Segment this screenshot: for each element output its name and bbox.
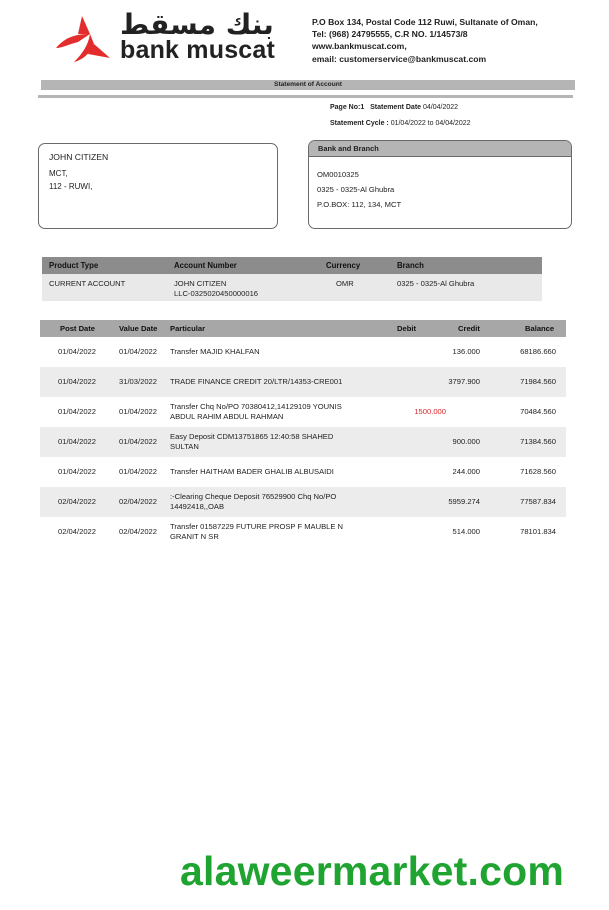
particular-line2: ABDUL RAHIM ABDUL RAHMAN (170, 411, 284, 421)
bank-muscat-logo-icon (52, 14, 112, 66)
post-date: 02/04/2022 (58, 497, 97, 506)
particular (170, 377, 370, 387)
cycle-value: 01/04/2022 to 04/04/2022 (390, 120, 471, 127)
col-account-number: Account Number (174, 261, 237, 270)
post-date: 01/04/2022 (58, 347, 97, 356)
table-row (40, 457, 566, 487)
account-row (42, 274, 542, 301)
particular (170, 522, 370, 541)
credit-amount: 900.000 (452, 437, 480, 446)
bank-name: bank muscat (120, 36, 276, 64)
particular (170, 432, 370, 451)
particular (170, 492, 370, 511)
balance-amount: 71984.560 (520, 377, 556, 386)
customer-address-box (38, 143, 278, 229)
balance-amount: 71628.560 (520, 467, 556, 476)
particular-line1: :-Clearing Cheque Deposit 76529900 Chq No/PO (170, 492, 337, 501)
table-row (40, 397, 566, 427)
post-date: 01/04/2022 (58, 377, 97, 386)
credit-amount: 3797.900 (448, 377, 480, 386)
col-branch: Branch (397, 261, 424, 270)
account-holder: JOHN CITIZEN (174, 279, 227, 288)
particular-line2: SULTAN (170, 441, 199, 451)
table-row (40, 487, 566, 517)
particular-line2: 14492418,,OAB (170, 501, 225, 511)
value-date: 01/04/2022 (119, 407, 158, 416)
col-particular: Particular (170, 324, 206, 333)
customer-address-line1: MCT, (49, 169, 68, 178)
particular (170, 402, 370, 421)
date-value: 04/04/2022 (423, 104, 459, 111)
watermark-text: alaweermarket.com (180, 848, 565, 894)
bank-branch-box (308, 140, 572, 229)
post-date: 01/04/2022 (58, 407, 97, 416)
branch-pobox: P.O.BOX: 112, 134, MCT (317, 200, 402, 209)
particular (170, 347, 370, 357)
cycle-label: Statement Cycle : (330, 120, 389, 127)
credit-amount: 136.000 (452, 347, 480, 356)
col-product-type: Product Type (49, 261, 99, 270)
particular-line1: TRADE FINANCE CREDIT 20/LTR/14353-CRE001 (170, 377, 343, 386)
post-date: 02/04/2022 (58, 527, 97, 536)
col-post-date: Post Date (60, 324, 96, 333)
table-row (40, 367, 566, 397)
particular-line1: Transfer Chq No/PO 70380412,14129109 YOUNIS (170, 402, 342, 411)
balance-amount: 71384.560 (520, 437, 556, 446)
page-value: 1 (360, 104, 365, 111)
particular-line2: GRANIT N SR (170, 531, 219, 541)
value-date: 02/04/2022 (119, 497, 158, 506)
contact-phone: Tel: (968) 24795555, C.R NO. 1/14573/8 (312, 29, 468, 40)
balance-amount: 78101.834 (520, 527, 556, 536)
bank-branch-title: Bank and Branch (309, 141, 571, 157)
balance-amount: 70484.560 (520, 407, 556, 416)
statement-page-date (330, 104, 458, 111)
product-type: CURRENT ACCOUNT (49, 279, 126, 288)
branch-code: OM0010325 (317, 170, 359, 179)
col-value-date: Value Date (119, 324, 158, 333)
value-date: 01/04/2022 (119, 467, 158, 476)
account-number: LLC-0325020450000016 (174, 289, 259, 298)
credit-amount: 244.000 (452, 467, 480, 476)
value-date: 01/04/2022 (119, 347, 158, 356)
branch-name: 0325 - 0325-Al Ghubra (317, 185, 395, 194)
table-row (40, 427, 566, 457)
value-date: 01/04/2022 (119, 437, 158, 446)
col-balance: Balance (525, 324, 555, 333)
currency: OMR (336, 279, 354, 288)
contact-email: email: customerservice@bankmuscat.com (312, 53, 487, 64)
col-currency: Currency (326, 261, 361, 270)
contact-address: P.O Box 134, Postal Code 112 Ruwi, Sultanate of Oman, (312, 17, 538, 27)
customer-address-line2: 112 - RUWI, (49, 182, 93, 191)
particular-line1: Easy Deposit CDM13751865 12:40:58 SHAHED (170, 432, 334, 441)
particular-line1: Transfer 01587229 FUTURE PROSP F MAUBLE N (170, 522, 344, 531)
credit-amount: 514.000 (452, 527, 480, 536)
post-date: 01/04/2022 (58, 437, 97, 446)
date-label: Statement Date (370, 104, 422, 111)
contact-website: www.bankmuscat.com, (312, 41, 407, 52)
debit-amount: 1500.000 (414, 407, 446, 416)
balance-amount: 77587.834 (520, 497, 556, 506)
table-row (40, 517, 566, 547)
statement-title: Statement of Account (41, 80, 575, 90)
account-table-header (42, 257, 542, 274)
bank-contact (312, 16, 538, 65)
transactions-header (40, 320, 566, 337)
value-date: 31/03/2022 (119, 377, 158, 386)
page-label: Page No: (330, 104, 361, 111)
balance-amount: 68186.660 (520, 347, 556, 356)
particular-line1: Transfer HAITHAM BADER GHALIB ALBUSAIDI (170, 467, 334, 476)
divider (38, 95, 573, 98)
credit-amount: 5959.274 (448, 497, 480, 506)
particular (170, 467, 370, 477)
value-date: 02/04/2022 (119, 527, 158, 536)
table-row (40, 337, 566, 367)
customer-name: JOHN CITIZEN (49, 152, 109, 162)
particular-line1: Transfer MAJID KHALFAN (170, 347, 260, 356)
col-credit: Credit (458, 324, 480, 333)
col-debit: Debit (397, 324, 416, 333)
statement-cycle (330, 120, 471, 127)
bank-name-arabic: بنك مسقط (120, 8, 274, 41)
branch: 0325 - 0325-Al Ghubra (397, 279, 475, 288)
post-date: 01/04/2022 (58, 467, 97, 476)
